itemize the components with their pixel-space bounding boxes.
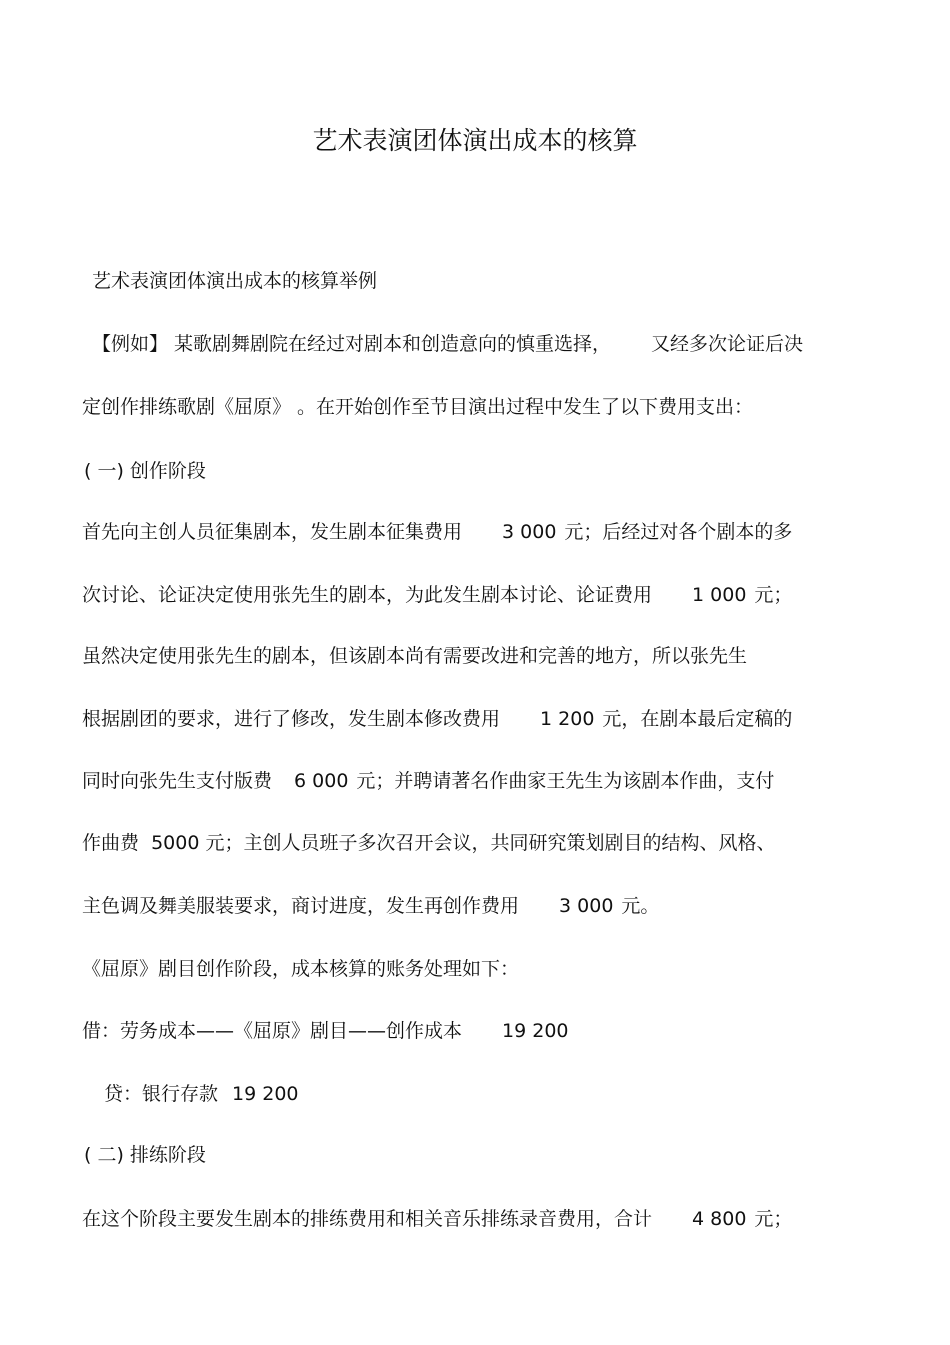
text-span: 首先向主创人员征集剧本，发生剧本征集费用 <box>82 521 463 543</box>
text-span: 同时向张先生支付版费 <box>82 770 273 792</box>
amount: 4 800 <box>692 1208 747 1230</box>
intro-text: 【例如】 某歌剧舞剧院在经过对剧本和创造意向的慎重选择， <box>92 333 612 355</box>
text-span: 元，在剧本最后定稿的 <box>602 708 793 730</box>
paragraph-line <box>82 518 792 546</box>
amount: 6 000 <box>294 770 349 792</box>
amount: 1 200 <box>540 708 595 730</box>
paragraph-line <box>82 705 792 733</box>
intro-text: 又经多次论证后决 <box>651 333 804 355</box>
section-heading-rehearsal: ( 二) 排练阶段 <box>84 1144 206 1166</box>
intro-line-1 <box>92 330 803 358</box>
document-subtitle: 艺术表演团体演出成本的核算举例 <box>92 270 378 292</box>
text-span: 元；后经过对各个剧本的多 <box>564 521 793 543</box>
credit-amount: 19 200 <box>232 1083 299 1105</box>
section-heading-creation: ( 一) 创作阶段 <box>84 460 206 482</box>
text-span: 在这个阶段主要发生剧本的排练费用和相关音乐排练录音费用，合计 <box>82 1208 653 1230</box>
paragraph-line: 虽然决定使用张先生的剧本，但该剧本尚有需要改进和完善的地方，所以张先生 <box>82 645 748 667</box>
accounting-intro: 《屈原》剧目创作阶段，成本核算的账务处理如下： <box>82 958 520 980</box>
text-span: 主色调及舞美服装要求，商讨进度，发生再创作费用 <box>82 895 520 917</box>
paragraph-line: 作曲费 5000 元；主创人员班子多次召开会议，共同研究策划剧目的结构、风格、 <box>82 832 776 854</box>
journal-debit-entry <box>82 1017 569 1045</box>
paragraph-line <box>82 1205 792 1233</box>
debit-amount: 19 200 <box>502 1020 569 1042</box>
text-span: 次讨论、论证决定使用张先生的剧本，为此发生剧本讨论、论证费用 <box>82 584 653 606</box>
amount: 3 000 <box>502 521 557 543</box>
amount: 3 000 <box>559 895 614 917</box>
paragraph-line <box>82 892 659 920</box>
debit-label: 借：劳务成本——《屈原》剧目——创作成本 <box>82 1020 463 1042</box>
amount: 1 000 <box>692 584 747 606</box>
text-span: 根据剧团的要求，进行了修改，发生剧本修改费用 <box>82 708 501 730</box>
intro-line-2: 定创作排练歌剧《屈原》 。在开始创作至节目演出过程中发生了以下费用支出： <box>82 396 754 418</box>
credit-label: 贷：银行存款 <box>104 1083 219 1105</box>
text-span: 元； <box>754 1208 793 1230</box>
journal-credit-entry <box>104 1080 299 1108</box>
text-span: 元； <box>754 584 793 606</box>
text-span: 元；并聘请著名作曲家王先生为该剧本作曲，支付 <box>356 770 775 792</box>
text-span: 元。 <box>621 895 660 917</box>
paragraph-line <box>82 767 774 795</box>
paragraph-line <box>82 581 792 609</box>
document-title: 艺术表演团体演出成本的核算 <box>312 126 638 155</box>
